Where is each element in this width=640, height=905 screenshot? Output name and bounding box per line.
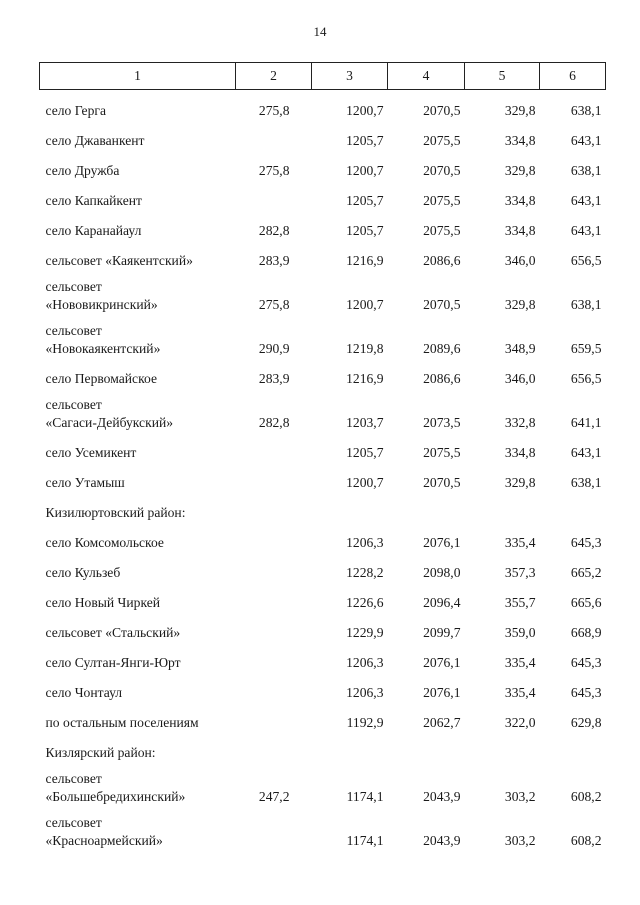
settlement-name-cell (40, 552, 236, 582)
value-cell-col-2 (236, 612, 312, 642)
settlement-name-cell (40, 120, 236, 150)
settlement-name-line: село Кульзеб (45, 565, 121, 580)
value-cell-col-5 (465, 732, 540, 762)
value-cell-col-6 (540, 732, 606, 762)
value-cell-col-2 (236, 642, 312, 672)
value-cell-col-2 (236, 462, 312, 492)
value-cell-col-4: 2096,4 (423, 595, 461, 610)
value-cell-col-2 (236, 582, 312, 612)
value-cell-col-3: 1226,6 (346, 595, 384, 610)
settlement-name-line: село Каранайаул (45, 223, 142, 238)
settlement-name-line: село Дружба (45, 163, 120, 178)
value-cell-col-2: 282,8 (258, 223, 290, 238)
settlement-name-cell (40, 522, 236, 552)
header-row (40, 63, 606, 90)
table-row (40, 612, 606, 642)
settlement-name-line: село Джаванкент (45, 133, 145, 148)
value-cell-col-3: 1192,9 (346, 715, 384, 730)
value-cell-col-3: 1174,1 (346, 833, 384, 848)
settlement-name-cell (40, 358, 236, 388)
value-cell-col-4: 2075,5 (423, 193, 461, 208)
value-cell-col-6: 645,3 (570, 535, 602, 550)
value-cell-col-6: 645,3 (570, 655, 602, 670)
value-cell-col-2: 275,8 (258, 103, 290, 118)
settlement-name-line: «Сагаси-Дейбукский» (45, 415, 174, 430)
value-cell-col-3: 1205,7 (346, 445, 384, 460)
settlement-name-cell (40, 90, 236, 121)
header-cell-6: 6 (540, 63, 606, 90)
settlement-name-cell (40, 210, 236, 240)
value-cell-col-6: 629,8 (570, 715, 602, 730)
header-cell-5: 5 (465, 63, 540, 90)
value-cell-col-5: 329,8 (504, 103, 536, 118)
settlement-name-cell (40, 672, 236, 702)
header-cell-3: 3 (312, 63, 388, 90)
value-cell-col-4: 2073,5 (423, 415, 461, 430)
value-cell-col-5: 346,0 (504, 253, 536, 268)
value-cell-col-4: 2076,1 (423, 685, 461, 700)
value-cell-col-4: 2043,9 (423, 789, 461, 804)
table-row (40, 642, 606, 672)
value-cell-col-3: 1206,3 (346, 685, 384, 700)
value-cell-col-5: 329,8 (504, 297, 536, 312)
value-cell-col-5: 329,8 (504, 475, 536, 490)
table-row (40, 806, 606, 850)
value-cell-col-6: 665,2 (570, 565, 602, 580)
value-cell-col-2 (236, 702, 312, 732)
value-cell-col-3: 1216,9 (346, 253, 384, 268)
settlement-name-line: село Первомайское (45, 371, 157, 386)
value-cell-col-4: 2098,0 (423, 565, 461, 580)
settlement-name-cell (40, 240, 236, 270)
value-cell-col-6: 638,1 (570, 103, 602, 118)
value-cell-col-3: 1203,7 (346, 415, 384, 430)
value-cell-col-4 (388, 732, 465, 762)
value-cell-col-6: 608,2 (570, 789, 602, 804)
page-number: 14 (313, 24, 327, 39)
value-cell-col-2 (236, 552, 312, 582)
settlement-name-cell (40, 462, 236, 492)
table-row (40, 210, 606, 240)
settlement-name-cell (40, 642, 236, 672)
settlement-name-cell (40, 806, 236, 850)
value-cell-col-3: 1200,7 (346, 475, 384, 490)
value-cell-col-3: 1200,7 (346, 163, 384, 178)
value-cell-col-2: 247,2 (258, 789, 290, 804)
value-cell-col-6: 608,2 (570, 833, 602, 848)
value-cell-col-5: 334,8 (504, 445, 536, 460)
value-cell-col-3: 1174,1 (346, 789, 384, 804)
table-row (40, 150, 606, 180)
value-cell-col-6: 656,5 (570, 253, 602, 268)
table-row (40, 702, 606, 732)
value-cell-col-5 (465, 492, 540, 522)
settlement-name-line: «Новокаякентский» (45, 341, 161, 356)
settlement-name-line: сельсовет (45, 771, 102, 786)
settlement-name-line: Кизилюртовский район: (45, 505, 186, 520)
table-body (40, 90, 606, 851)
value-cell-col-6: 638,1 (570, 163, 602, 178)
value-cell-col-3: 1200,7 (346, 103, 384, 118)
value-cell-col-2: 283,9 (258, 371, 290, 386)
value-cell-col-5: 322,0 (504, 715, 536, 730)
settlement-name-line: село Герга (45, 103, 106, 118)
value-cell-col-6: 643,1 (570, 133, 602, 148)
value-cell-col-4: 2086,6 (423, 371, 461, 386)
settlement-name-line: сельсовет (45, 397, 102, 412)
value-cell-col-4: 2089,6 (423, 341, 461, 356)
table-row (40, 388, 606, 432)
value-cell-col-3: 1205,7 (346, 133, 384, 148)
header-cell-2: 2 (236, 63, 312, 90)
table-row (40, 672, 606, 702)
value-cell-col-4: 2075,5 (423, 133, 461, 148)
table-row (40, 762, 606, 806)
settlement-name-line: «Нововикринский» (45, 297, 158, 312)
value-cell-col-5: 329,8 (504, 163, 536, 178)
value-cell-col-5: 346,0 (504, 371, 536, 386)
value-cell-col-5: 335,4 (504, 655, 536, 670)
value-cell-col-6: 656,5 (570, 371, 602, 386)
value-cell-col-3 (312, 732, 388, 762)
settlement-name-line: сельсовет (45, 815, 102, 830)
value-cell-col-2: 283,9 (258, 253, 290, 268)
value-cell-col-6: 638,1 (570, 297, 602, 312)
table-header (40, 63, 606, 90)
settlement-name-line: село Капкайкент (45, 193, 142, 208)
table-row (40, 90, 606, 121)
settlement-name-cell (40, 388, 236, 432)
settlement-name-line: село Чонтаул (45, 685, 123, 700)
value-cell-col-5: 348,9 (504, 341, 536, 356)
value-cell-col-5: 357,3 (504, 565, 536, 580)
table-row (40, 522, 606, 552)
value-cell-col-4: 2043,9 (423, 833, 461, 848)
value-cell-col-3: 1229,9 (346, 625, 384, 640)
value-cell-col-4: 2070,5 (423, 103, 461, 118)
settlement-name-line: село Новый Чиркей (45, 595, 161, 610)
value-cell-col-2: 290,9 (258, 341, 290, 356)
settlement-name-cell (40, 702, 236, 732)
table-row (40, 120, 606, 150)
value-cell-col-2 (236, 672, 312, 702)
value-cell-col-3 (312, 492, 388, 522)
value-cell-col-5: 334,8 (504, 223, 536, 238)
value-cell-col-5: 332,8 (504, 415, 536, 430)
settlement-name-cell (40, 180, 236, 210)
value-cell-col-4: 2070,5 (423, 475, 461, 490)
value-cell-col-5: 359,0 (504, 625, 536, 640)
value-cell-col-6: 641,1 (570, 415, 602, 430)
settlement-name-line: «Красноармейский» (45, 833, 163, 848)
value-cell-col-4: 2062,7 (423, 715, 461, 730)
value-cell-col-3: 1206,3 (346, 655, 384, 670)
value-cell-col-6: 659,5 (570, 341, 602, 356)
value-cell-col-6: 665,6 (570, 595, 602, 610)
table-row (40, 552, 606, 582)
settlement-name-line: село Комсомольское (45, 535, 164, 550)
value-cell-col-2: 275,8 (258, 297, 290, 312)
value-cell-col-2 (236, 806, 312, 850)
value-cell-col-4: 2086,6 (423, 253, 461, 268)
value-cell-col-4: 2076,1 (423, 535, 461, 550)
settlement-name-cell (40, 732, 236, 762)
table-row (40, 240, 606, 270)
value-cell-col-5: 303,2 (504, 789, 536, 804)
value-cell-col-3: 1205,7 (346, 193, 384, 208)
header-cell-1: 1 (40, 63, 236, 90)
settlement-name-cell (40, 314, 236, 358)
value-cell-col-5: 303,2 (504, 833, 536, 848)
value-cell-col-2 (236, 732, 312, 762)
settlement-name-cell (40, 150, 236, 180)
settlement-name-line: «Большебредихинский» (45, 789, 186, 804)
value-cell-col-6: 643,1 (570, 445, 602, 460)
value-cell-col-3: 1228,2 (346, 565, 384, 580)
value-cell-col-5: 335,4 (504, 685, 536, 700)
value-cell-col-4: 2070,5 (423, 163, 461, 178)
value-cell-col-6: 668,9 (570, 625, 602, 640)
value-cell-col-4: 2075,5 (423, 445, 461, 460)
table-row (40, 432, 606, 462)
value-cell-col-2 (236, 180, 312, 210)
settlement-name-cell (40, 492, 236, 522)
value-cell-col-2 (236, 120, 312, 150)
value-cell-col-3: 1200,7 (346, 297, 384, 312)
value-cell-col-5: 334,8 (504, 133, 536, 148)
value-cell-col-5: 355,7 (504, 595, 536, 610)
section-heading-row (40, 732, 606, 762)
settlement-name-line: село Усемикент (45, 445, 137, 460)
table-row (40, 462, 606, 492)
value-cell-col-3: 1219,8 (346, 341, 384, 356)
table-row (40, 582, 606, 612)
value-cell-col-4: 2075,5 (423, 223, 461, 238)
settlement-name-line: Кизлярский район: (45, 745, 156, 760)
value-cell-col-6: 643,1 (570, 193, 602, 208)
settlement-name-line: сельсовет «Стальский» (45, 625, 181, 640)
value-cell-col-4: 2076,1 (423, 655, 461, 670)
value-cell-col-3: 1205,7 (346, 223, 384, 238)
value-cell-col-2 (236, 522, 312, 552)
table-row (40, 180, 606, 210)
settlement-name-cell (40, 762, 236, 806)
tariff-table (39, 62, 606, 850)
value-cell-col-6 (540, 492, 606, 522)
value-cell-col-6: 643,1 (570, 223, 602, 238)
settlement-name-line: село Султан-Янги-Юрт (45, 655, 181, 670)
settlement-name-cell (40, 432, 236, 462)
value-cell-col-4: 2099,7 (423, 625, 461, 640)
settlement-name-cell (40, 582, 236, 612)
settlement-name-cell (40, 612, 236, 642)
value-cell-col-2: 275,8 (258, 163, 290, 178)
value-cell-col-4 (388, 492, 465, 522)
section-heading-row (40, 492, 606, 522)
value-cell-col-4: 2070,5 (423, 297, 461, 312)
value-cell-col-2: 282,8 (258, 415, 290, 430)
table-row (40, 270, 606, 314)
table-row (40, 314, 606, 358)
header-cell-4: 4 (388, 63, 465, 90)
settlement-name-cell (40, 270, 236, 314)
settlement-name-line: сельсовет (45, 323, 102, 338)
settlement-name-line: сельсовет «Каякентский» (45, 253, 193, 268)
value-cell-col-3: 1216,9 (346, 371, 384, 386)
value-cell-col-5: 335,4 (504, 535, 536, 550)
settlement-name-line: по остальным поселениям (45, 715, 199, 730)
value-cell-col-6: 638,1 (570, 475, 602, 490)
value-cell-col-6: 645,3 (570, 685, 602, 700)
value-cell-col-3: 1206,3 (346, 535, 384, 550)
table-row (40, 358, 606, 388)
value-cell-col-2 (236, 492, 312, 522)
value-cell-col-2 (236, 432, 312, 462)
settlement-name-line: сельсовет (45, 279, 102, 294)
value-cell-col-5: 334,8 (504, 193, 536, 208)
settlement-name-line: село Утамыш (45, 475, 125, 490)
